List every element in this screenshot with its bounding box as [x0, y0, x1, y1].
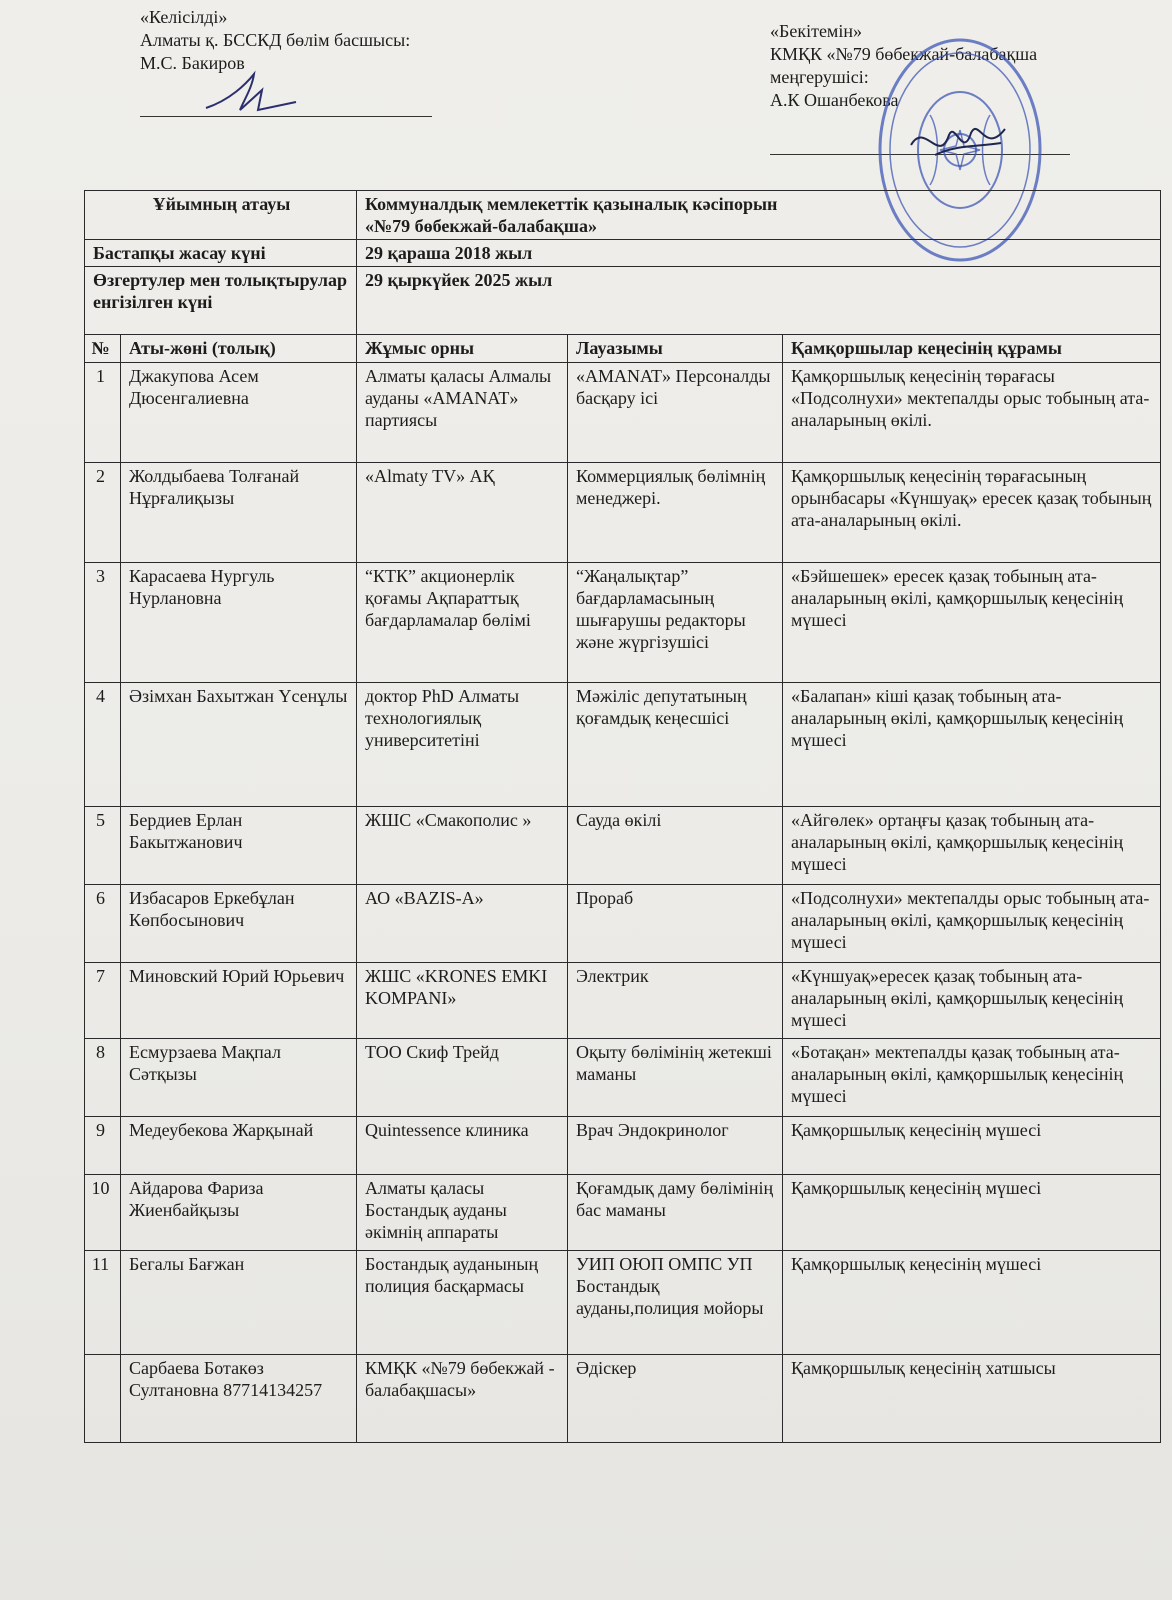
member-workplace: АО «BAZIS-A»	[357, 885, 568, 963]
member-name: Бердиев Ерлан Бакытжанович	[121, 807, 357, 885]
table-row	[85, 363, 1161, 463]
member-council-role: Қамқоршылық кеңесінің төрағасы «Подсолнухи» мектепалды орыс тобының ата-аналарының өкілі.	[783, 363, 1161, 463]
member-position: Әдіскер	[568, 1355, 783, 1443]
header-council-role: Қамқоршылар кеңесінің құрамы	[783, 335, 1161, 363]
changes-date-label: Өзгертулер мен толықтырулар енгізілген күні	[85, 267, 357, 335]
row-number: 7	[85, 963, 121, 1039]
start-date-value: 29 қараша 2018 жыл	[357, 240, 1161, 267]
changes-date-row	[85, 267, 1161, 335]
table-row	[85, 563, 1161, 683]
header-number: №	[85, 335, 121, 363]
row-number: 11	[85, 1251, 121, 1355]
table-row	[85, 463, 1161, 563]
row-number	[85, 1355, 121, 1443]
member-name: Сарбаева Ботакөз Султановна 87714134257	[121, 1355, 357, 1443]
member-workplace: КМҚК «№79 бөбекжай - балабақшасы»	[357, 1355, 568, 1443]
approve-label: «Бекітемін»	[770, 21, 862, 41]
table-row	[85, 1355, 1161, 1443]
member-position: Мәжіліс депутатының қоғамдық кеңесшісі	[568, 683, 783, 807]
table-row	[85, 807, 1161, 885]
member-position: Сауда өкілі	[568, 807, 783, 885]
row-number: 1	[85, 363, 121, 463]
org-name-row	[85, 191, 1161, 240]
member-workplace: Quintessence клиника	[357, 1117, 568, 1175]
member-council-role: «Ботақан» мектепалды қазақ тобының ата-аналарының өкілі, қамқоршылық кеңесінің мүшесі	[783, 1039, 1161, 1117]
member-name: Есмурзаева Мақпал Сәтқызы	[121, 1039, 357, 1117]
member-position: УИП ОЮП ОМПС УП Бостандық ауданы,полиция мойоры	[568, 1251, 783, 1355]
member-council-role: «Күншуақ»ересек қазақ тобының ата-аналарының өкілі, қамқоршылық кеңесінің мүшесі	[783, 963, 1161, 1039]
member-council-role: «Подсолнухи» мектепалды орыс тобының ата-аналарының өкілі, қамқоршылық кеңесінің мүшесі	[783, 885, 1161, 963]
member-workplace: Бостандық ауданының полиция басқармасы	[357, 1251, 568, 1355]
signature-right-icon	[905, 115, 1015, 175]
org-name-line-1: Коммуналдық мемлекеттік қазыналық кәсіпорын	[365, 194, 778, 214]
start-date-row	[85, 240, 1161, 267]
row-number: 3	[85, 563, 121, 683]
agreed-label: «Келісілді»	[140, 7, 228, 27]
org-name-value	[357, 191, 1161, 240]
org-name-line-2: «№79 бөбекжай-балабақша»	[365, 216, 597, 236]
member-workplace: ЖШС «Смакополис »	[357, 807, 568, 885]
table-row	[85, 885, 1161, 963]
member-name: Карасаева Нургуль Нурлановна	[121, 563, 357, 683]
member-position: Қоғамдық даму бөлімінің бас маманы	[568, 1175, 783, 1251]
member-workplace: ТОО Скиф Трейд	[357, 1039, 568, 1117]
member-position: «AMANAT» Персоналды басқару ісі	[568, 363, 783, 463]
table-header-row	[85, 335, 1161, 363]
row-number: 2	[85, 463, 121, 563]
member-name: Айдарова Фариза Жиенбайқызы	[121, 1175, 357, 1251]
header-position: Лауазымы	[568, 335, 783, 363]
department-head-title: Алматы қ. БССКД бөлім басшысы:	[140, 30, 411, 50]
member-name: Медеубекова Жарқынай	[121, 1117, 357, 1175]
member-workplace: доктор PhD Алматы технологиялық университетіні	[357, 683, 568, 807]
member-position: Коммерциялық бөлімнің менеджері.	[568, 463, 783, 563]
member-name: Бегалы Бағжан	[121, 1251, 357, 1355]
header-workplace: Жұмыс орны	[357, 335, 568, 363]
table-row	[85, 1175, 1161, 1251]
org-name-label: Ұйымның атауы	[85, 191, 357, 240]
row-number: 5	[85, 807, 121, 885]
row-number: 8	[85, 1039, 121, 1117]
member-council-role: Қамқоршылық кеңесінің мүшесі	[783, 1251, 1161, 1355]
member-workplace: ЖШС «KRONES EMKI KOMPANI»	[357, 963, 568, 1039]
member-council-role: «Айгөлек» ортаңғы қазақ тобының ата-аналарының өкілі, қамқоршылық кеңесінің мүшесі	[783, 807, 1161, 885]
organization-line: КМҚК «№79 бөбекжай-балабақша	[770, 44, 1038, 64]
member-council-role: «Бэйшешек» ересек қазақ тобының ата-аналарының өкілі, қамқоршылық кеңесінің мүшесі	[783, 563, 1161, 683]
table-row	[85, 1251, 1161, 1355]
member-position: Электрик	[568, 963, 783, 1039]
member-position: “Жаңалықтар” бағдарламасының шығарушы редакторы және жүргізушісі	[568, 563, 783, 683]
member-workplace: «Almaty TV» АҚ	[357, 463, 568, 563]
row-number: 4	[85, 683, 121, 807]
trustees-table	[84, 190, 1161, 1443]
approval-block-left	[140, 6, 410, 75]
header-name: Аты-жөні (толық)	[121, 335, 357, 363]
member-position: Врач Эндокринолог	[568, 1117, 783, 1175]
member-name: Миновский Юрий Юрьевич	[121, 963, 357, 1039]
member-workplace: “КТК” акционерлік қоғамы Ақпараттық бағдарламалар бөлімі	[357, 563, 568, 683]
changes-date-value: 29 қыркүйек 2025 жыл	[357, 267, 1161, 335]
director-title: меңгерушісі:	[770, 67, 869, 87]
member-council-role: Қамқоршылық кеңесінің хатшысы	[783, 1355, 1161, 1443]
start-date-label: Бастапқы жасау күні	[85, 240, 357, 267]
table-row	[85, 1117, 1161, 1175]
member-name: Избасаров Еркебұлан Көпбосынович	[121, 885, 357, 963]
member-name: Джакупова Асем Дюсенгалиевна	[121, 363, 357, 463]
department-head-name: М.С. Бакиров	[140, 53, 245, 73]
member-council-role: Қамқоршылық кеңесінің мүшесі	[783, 1175, 1161, 1251]
row-number: 6	[85, 885, 121, 963]
row-number: 9	[85, 1117, 121, 1175]
table-row	[85, 683, 1161, 807]
member-position: Прораб	[568, 885, 783, 963]
member-name: Жолдыбаева Толғанай Нұрғалиқызы	[121, 463, 357, 563]
member-council-role: Қамқоршылық кеңесінің мүшесі	[783, 1117, 1161, 1175]
member-council-role: «Балапан» кіші қазақ тобының ата-аналарының өкілі, қамқоршылық кеңесінің мүшесі	[783, 683, 1161, 807]
row-number: 10	[85, 1175, 121, 1251]
member-position: Оқыту бөлімінің жетекші маманы	[568, 1039, 783, 1117]
member-council-role: Қамқоршылық кеңесінің төрағасының орынбасары «Күншуақ» ересек қазақ тобының ата-аналарының өкілі.	[783, 463, 1161, 563]
table-row	[85, 963, 1161, 1039]
member-name: Әзімхан Бахытжан Үсенұлы	[121, 683, 357, 807]
member-workplace: Алматы қаласы Бостандық ауданы әкімнің аппараты	[357, 1175, 568, 1251]
signature-left-icon	[200, 70, 310, 120]
member-workplace: Алматы қаласы Алмалы ауданы «AMANAT» партиясы	[357, 363, 568, 463]
director-name: А.К Ошанбекова	[770, 90, 899, 110]
table-row	[85, 1039, 1161, 1117]
